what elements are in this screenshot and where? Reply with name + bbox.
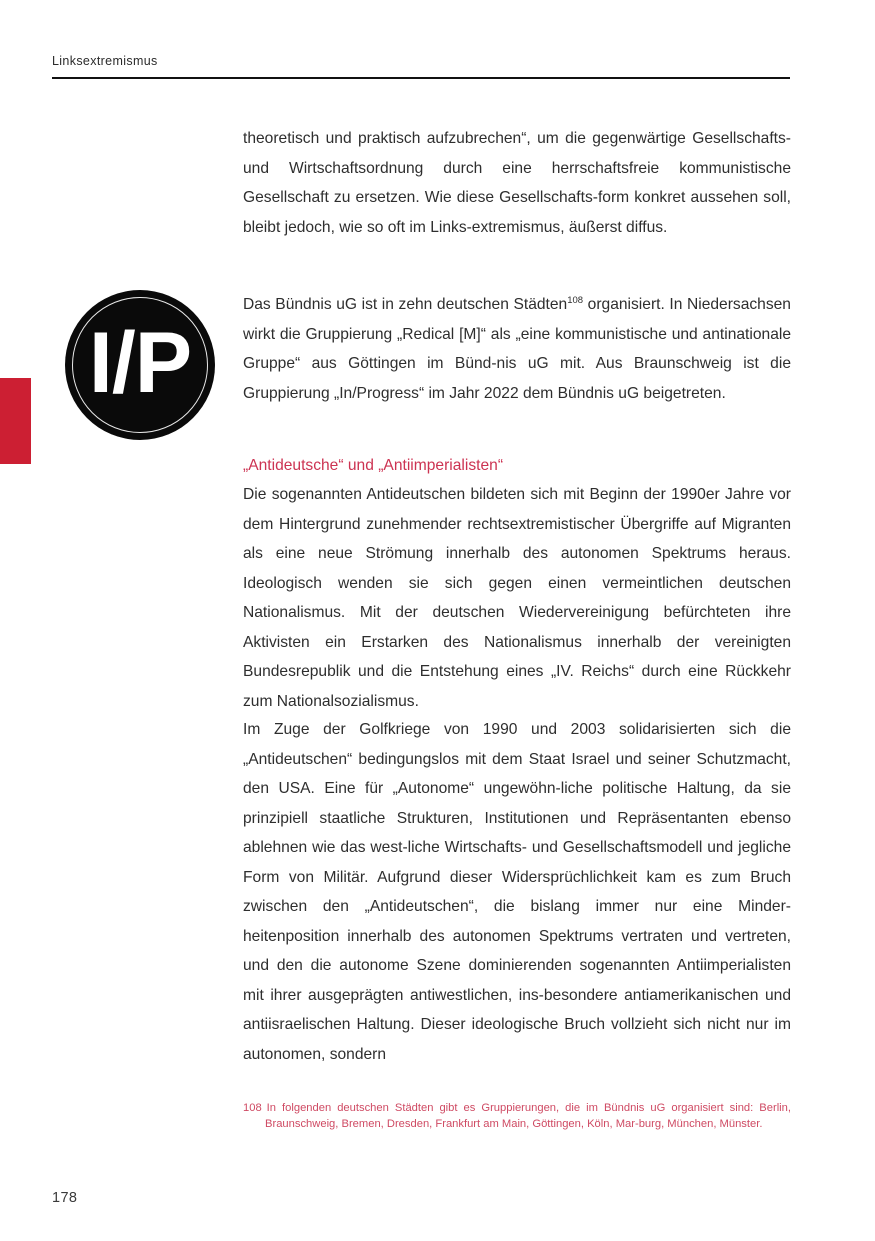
footnote-text: In folgenden deutschen Städten gibt es Gruppierungen, die im Bündnis uG organisiert sind: Berlin, Braunschweig, Bremen, Dresden, Frankfurt am Main, Göttingen, Köln, Mar-burg, München, Münster. [265,1102,791,1131]
footnote-reference-108[interactable]: 108 [567,294,584,306]
footnote-number: 108 [243,1102,262,1114]
red-section-tab [0,378,31,464]
body-paragraph: theoretisch und praktisch aufzubrechen“, um die gegenwärtige Gesellschafts- und Wirtschaftsordnung durch eine herrschaftsfreie kommunistische Gesellschaft zu ersetzen. Wie diese Gesellschafts-form konkret aussehen soll, bleibt jedoch, wie so oft im Links-extremismus, äußerst diffus. [243,130,791,236]
body-paragraph: Die sogenannten Antideutschen bildeten sich mit Beginn der 1990er Jahre vor dem Hintergrund zunehmender rechtsextremistischer Übergriffe auf Migranten als eine neue Strömung innerhalb des autonomen Spektrums heraus. Ideologisch wenden sie sich gegen einen vermeintlichen deutschen Nationalismus. Mit der deutschen Wiedervereinigung befürchteten ihre Aktivisten ein Erstarken des Nationalismus innerhalb der vereinigten Bundesrepublik und die Entstehung eines „IV. Reichs“ durch eine Rückkehr zum Nationalsozialismus. [243,486,791,710]
section-heading-block [243,451,791,481]
paragraph-text-before-footnote: Das Bündnis uG ist in zehn deutschen Städten [243,296,568,313]
paragraph-block-3 [243,480,791,716]
footnote-block [243,1100,791,1133]
section-heading: „Antideutsche“ und „Antiimperialisten“ [243,457,504,474]
paragraph-block-1 [243,124,791,242]
footnote-entry [243,1100,791,1133]
paragraph-text-after-footnote: organisiert. In Niedersachsen wirkt die Gruppierung „Redical [M]“ als „eine kommunistische und antinationale Gruppe“ aus Göttingen im Bünd-nis uG mit. Aus Braunschweig ist die Gruppierung „In/Progress“ im Jahr 2022 dem Bündnis uG beigetreten. [243,296,791,402]
paragraph-block-2 [243,290,791,408]
paragraph-block-4 [243,715,791,1069]
body-paragraph: Im Zuge der Golfkriege von 1990 und 2003 solidarisierten sich die „Antideutschen“ bedingungslos mit dem Staat Israel und seiner Schutzmacht, den USA. Eine für „Autonome“ ungewöhn-liche politische Haltung, da sie prinzipiell staatliche Strukturen, Institutionen und Repräsentanten ebenso ablehnen wie das west-liche Wirtschafts- und Gesellschaftsmodell und jegliche Form von Militär. Aufgrund dieser Widersprüchlichkeit kam es zum Bruch zwischen den „Antideutschen“, die bislang immer nur eine Minder-heitenposition innerhalb des autonomen Spektrums vertraten und vertreten, und den die autonome Szene dominierenden sogenannten Antiimperialisten mit ihrer ausgeprägten antiwestlichen, ins-besondere antiamerikanischen und antiisraelischen Haltung. Dieser ideologische Bruch vollzieht sich nicht nur im autonomen, sondern [243,721,791,1063]
page-number: 178 [52,1190,78,1206]
running-head: Linksextremismus [52,54,158,68]
header-rule [52,77,790,79]
body-paragraph [243,290,791,408]
logo-mark-text: I/P [88,315,192,411]
in-progress-logo [65,290,215,440]
